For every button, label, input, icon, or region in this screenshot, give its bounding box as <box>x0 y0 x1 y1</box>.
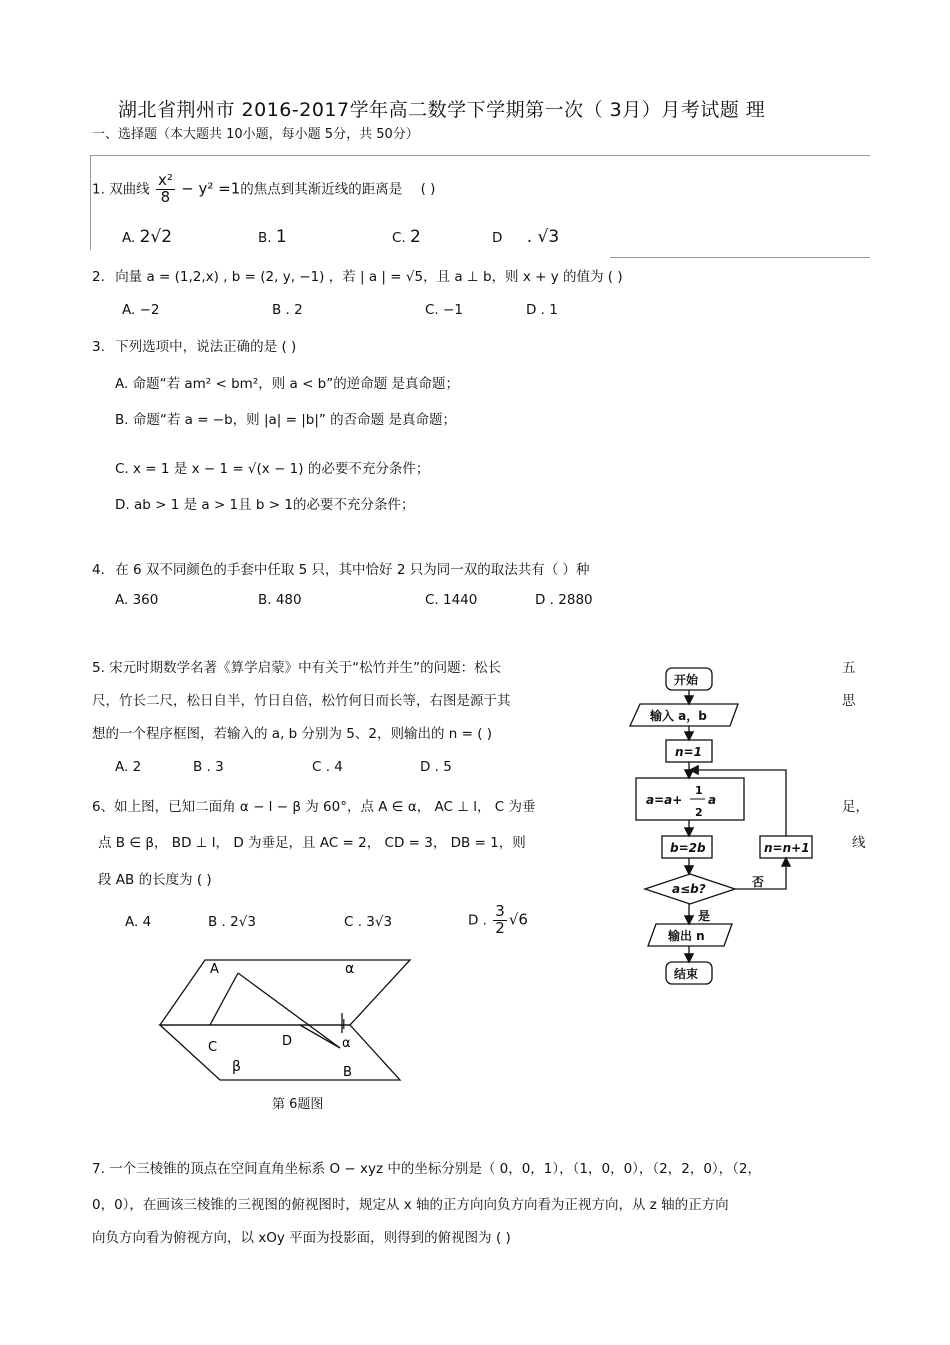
q1-option-b <box>258 227 287 247</box>
flow-update-a-den: 2 <box>695 806 703 819</box>
q4-text: 在 6 双不同颜色的手套中任取 5 只，其中恰好 2 只为同一双的取法共有（ ）种 <box>115 562 590 578</box>
q5-line-3: 想的一个程序框图，若输入的 a, b 分别为 5、2，则输出的 n = ( ) <box>92 726 493 742</box>
q3-number: 3. <box>92 339 105 355</box>
q3-stem <box>92 335 296 355</box>
label-b: B <box>343 1065 352 1080</box>
label-alpha-2: α <box>342 1036 351 1051</box>
q2-option-c: C. −1 <box>425 302 463 318</box>
segment-db <box>300 1025 340 1048</box>
plane-beta <box>160 1025 400 1080</box>
q1-a-value: 2√2 <box>139 227 173 247</box>
segment-ac <box>210 973 238 1025</box>
q1-number: 1. <box>92 181 105 198</box>
flow-increment-text: n=n+1 <box>764 841 810 855</box>
q1-c-value: 2 <box>410 227 421 247</box>
q1-text-pre: 双曲线 <box>109 181 150 198</box>
q4-option-d: D . 2880 <box>535 592 593 608</box>
q1-d-label: D <box>492 230 503 246</box>
q1-text-post: 的焦点到其渐近线的距离是 <box>240 181 403 198</box>
q6-line-2-end: 线 <box>852 835 866 851</box>
q5-option-b: B . 3 <box>193 759 224 775</box>
q1-text-mid: − y² =1 <box>181 179 241 198</box>
q1-fraction <box>156 173 175 206</box>
q7-line-3: 向负方向看为俯视方向，以 xOy 平面为投影面，则得到的俯视图为 ( ) <box>92 1230 511 1246</box>
q1-d-value: . √3 <box>526 227 560 247</box>
flow-input-text: 输入 a，b <box>650 709 707 723</box>
q1-left-rule <box>90 155 91 250</box>
q1-stem <box>92 173 435 206</box>
q6-option-c: C . 3√3 <box>344 914 393 930</box>
flow-update-b-text: b=2b <box>670 841 706 855</box>
flow-update-a-num: 1 <box>695 784 703 797</box>
q2-stem <box>92 265 623 285</box>
q3-option-a: A. 命题“若 am² < bm²，则 a < b”的逆命题 是真命题； <box>115 376 460 392</box>
label-d: D <box>282 1034 293 1049</box>
flow-end-text: 结束 <box>674 967 699 981</box>
q1-b-value: 1 <box>275 227 287 247</box>
program-flowchart <box>620 664 820 990</box>
q5-line-1: 5. 宋元时期数学名著《算学启蒙》中有关于“松竹并生”的问题：松长 <box>92 660 502 676</box>
q3-text: 下列选项中，说法正确的是 ( ) <box>115 339 297 355</box>
q6-line-2: 点 B ∈ β， BD ⊥ l， D 为垂足，且 AC = 2， CD = 3， DB = 1，则 <box>98 835 526 851</box>
q5-line-2-end: 思 <box>842 693 856 709</box>
section-heading: 一、选择题（本大题共 10小题，每小题 5分，共 50分） <box>92 127 419 142</box>
q4-stem <box>92 558 590 578</box>
page-title: 湖北省荆州市 2016-2017学年高二数学下学期第一次（ 3月）月考试题 理 <box>118 99 766 121</box>
flow-update-a-post: a <box>708 793 717 807</box>
q5-line-1-end: 五 <box>842 660 856 676</box>
label-beta: β <box>232 1059 241 1075</box>
q1-a-label: A. <box>122 230 136 246</box>
q6-line-3: 段 AB 的长度为 ( ) <box>98 872 212 888</box>
q4-option-c: C. 1440 <box>425 592 478 608</box>
q6-d-fraction <box>493 904 507 937</box>
flow-condition-text: a≤b? <box>672 882 706 896</box>
q1-b-label: B. <box>258 230 272 246</box>
q2-number: 2. <box>92 269 105 285</box>
q1-frac-num: x² <box>157 171 173 189</box>
q4-option-a: A. 360 <box>115 592 159 608</box>
flow-no-label: 否 <box>752 875 765 889</box>
q1-c-label: C. <box>392 230 406 246</box>
q3-option-d: D. ab > 1 是 a > 1且 b > 1的必要不充分条件； <box>115 497 415 513</box>
flow-init-text: n=1 <box>675 745 702 759</box>
flow-start-text: 开始 <box>674 673 699 687</box>
flow-update-a-pre: a=a+ <box>646 793 683 807</box>
flow-output-text: 输出 n <box>668 929 705 943</box>
q5-line-2: 尺，竹长二尺，松日自半，竹日自倍，松竹何日而长等，右图是源于其 <box>92 693 511 709</box>
q6-option-a: A. 4 <box>125 914 152 930</box>
q1-frac-den: 8 <box>160 187 171 206</box>
q7-line-2: 0，0），在画该三棱锥的三视图的俯视图时，规定从 x 轴的正方向向负方向看为正视方向，从 z 轴的正方向 <box>92 1197 729 1213</box>
q2-text: 向量 a = (1,2,x) , b = (2, y, −1) ，若 | a | = √5，且 a ⊥ b，则 x + y 的值为 ( ) <box>115 269 623 285</box>
q1-option-c <box>392 227 421 247</box>
q2-option-a: A. −2 <box>122 302 160 318</box>
q1-bottom-rule <box>610 257 870 258</box>
q6-line-1: 6、如上图，已知二面角 α − l − β 为 60°，点 A ∈ α， AC ⊥ l， C 为垂 <box>92 799 536 815</box>
q6-d-num: 3 <box>495 902 505 920</box>
q1-paren: ( ) <box>420 181 436 198</box>
q2-option-b: B . 2 <box>272 302 303 318</box>
q6-line-1-end: 足， <box>842 799 869 815</box>
q3-option-c: C. x = 1 是 x − 1 = √(x − 1) 的必要不充分条件； <box>115 461 430 477</box>
q1-option-a <box>122 227 172 247</box>
q6-option-b: B . 2√3 <box>208 914 256 930</box>
label-alpha: α <box>345 961 355 977</box>
q2-option-d: D . 1 <box>526 302 558 318</box>
q6-option-d <box>468 904 528 937</box>
label-l: l <box>342 1018 346 1033</box>
q5-option-d: D . 5 <box>420 759 452 775</box>
figure-6-caption: 第 6题图 <box>272 1097 324 1112</box>
q3-option-b: B. 命题“若 a = −b，则 |a| = |b|” 的否命题 是真命题； <box>115 412 456 428</box>
label-a: A <box>210 962 219 977</box>
dihedral-angle-figure <box>150 955 420 1090</box>
q5-option-c: C . 4 <box>312 759 343 775</box>
flow-yes-label: 是 <box>698 909 711 923</box>
q7-line-1: 7. 一个三棱锥的顶点在空间直角坐标系 O − xyz 中的坐标分别是（ 0，0，1），（1，0，0），（2，2，0），（2， <box>92 1161 762 1177</box>
q5-option-a: A. 2 <box>115 759 142 775</box>
q4-option-b: B. 480 <box>258 592 302 608</box>
q6-d-tail: √6 <box>508 910 528 929</box>
q6-d-label: D . <box>468 912 487 929</box>
label-c: C <box>208 1040 218 1055</box>
plane-alpha <box>160 960 410 1025</box>
q6-d-den: 2 <box>495 918 505 937</box>
q1-option-d <box>492 227 559 247</box>
q4-number: 4. <box>92 562 105 578</box>
q1-top-rule <box>90 155 870 156</box>
